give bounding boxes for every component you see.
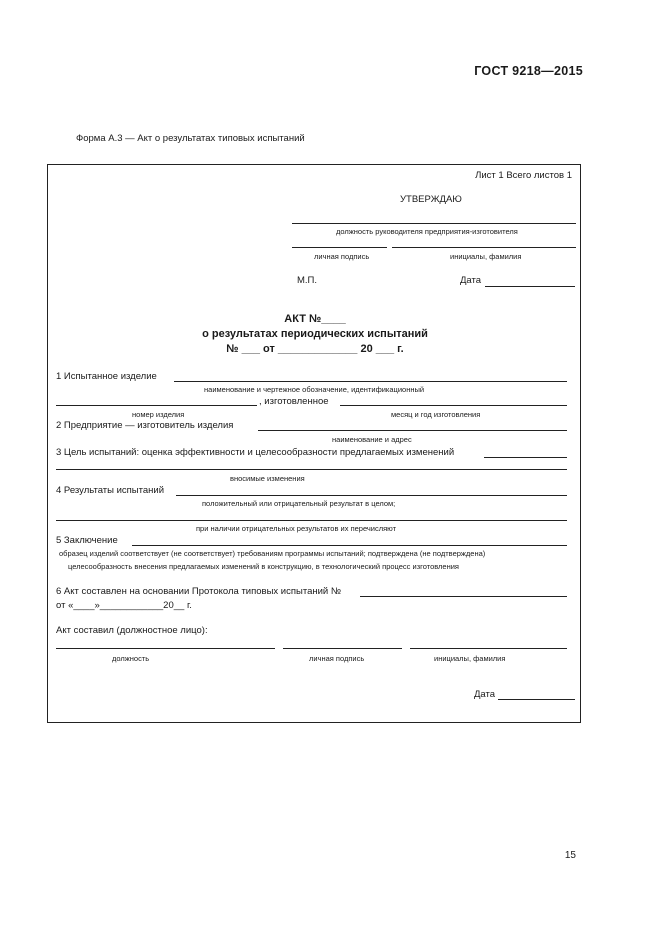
act-subtitle: о результатах периодических испытаний	[202, 328, 428, 340]
item5-line	[132, 545, 567, 546]
item5-label: 5 Заключение	[56, 535, 118, 546]
item1-line	[174, 381, 567, 382]
initials-name-line	[410, 648, 567, 649]
item-id-line	[56, 405, 257, 406]
manufactured-label: , изготовленное	[259, 396, 329, 407]
sheet-count: Лист 1 Всего листов 1	[475, 170, 572, 181]
conclusion-hint-1: образец изделий соответствует (не соответствует) требованиям программы испытаний; подтверждена (не подтверждена)	[59, 549, 486, 558]
act-title: АКТ №____	[284, 313, 346, 325]
conclusion-hint-2: целесообразность внесения предлагаемых изменений в конструкцию, в технологический процесс изготовления	[68, 562, 459, 571]
act-number-date: № ___ от _____________ 20 ___ г.	[226, 343, 404, 355]
item2-label: 2 Предприятие — изготовитель изделия	[56, 420, 234, 431]
item-number-hint: номер изделия	[132, 410, 185, 419]
final-date-line	[498, 699, 575, 700]
item1-label: 1 Испытанное изделие	[56, 371, 157, 382]
compiled-by-label: Акт составил (должностное лицо):	[56, 625, 208, 636]
changes-line	[56, 469, 567, 470]
stamp-label: М.П.	[297, 275, 318, 286]
protocol-date: от «____»____________20__ г.	[56, 600, 192, 611]
changes-hint: вносимые изменения	[230, 474, 305, 483]
page-number: 15	[564, 850, 576, 861]
job-line	[56, 648, 275, 649]
approval-date-label: Дата	[460, 275, 482, 286]
item3-line	[484, 457, 567, 458]
approve-label: УТВЕРЖДАЮ	[400, 194, 462, 205]
negative-hint: при наличии отрицательных результатов их перечисляют	[196, 524, 397, 533]
personal-signature-line	[283, 648, 402, 649]
item2-line	[258, 430, 567, 431]
item4-line	[176, 495, 567, 496]
final-date-label: Дата	[474, 689, 496, 700]
position-hint: должность руководителя предприятия-изготовителя	[336, 227, 518, 236]
personal-signature-hint: личная подпись	[309, 654, 365, 663]
name-address-hint: наименование и адрес	[332, 435, 412, 444]
item6-label: 6 Акт составлен на основании Протокола типовых испытаний №	[56, 586, 342, 597]
negative-line	[56, 520, 567, 521]
approval-date-line	[485, 286, 575, 287]
act-form	[47, 164, 581, 723]
initials-name-hint: инициалы, фамилия	[434, 654, 506, 663]
form-caption: Форма А.3 — Акт о результатах типовых испытаний	[76, 133, 305, 144]
job-hint: должность	[112, 654, 150, 663]
item3-label: 3 Цель испытаний: оценка эффективности и целесообразности предлагаемых изменений	[56, 447, 455, 458]
signature-line	[292, 247, 387, 248]
item1-hint: наименование и чертежное обозначение, идентификационный	[204, 385, 425, 394]
result-hint: положительный или отрицательный результат в целом;	[202, 499, 396, 508]
initials-hint: инициалы, фамилия	[450, 252, 522, 261]
protocol-number-line	[360, 596, 567, 597]
manufactured-line	[340, 405, 567, 406]
signature-hint: личная подпись	[314, 252, 370, 261]
position-line	[292, 223, 576, 224]
item4-label: 4 Результаты испытаний	[56, 485, 165, 496]
month-year-hint: месяц и год изготовления	[391, 410, 481, 419]
standard-header: ГОСТ 9218—2015	[474, 64, 583, 78]
initials-line	[392, 247, 576, 248]
